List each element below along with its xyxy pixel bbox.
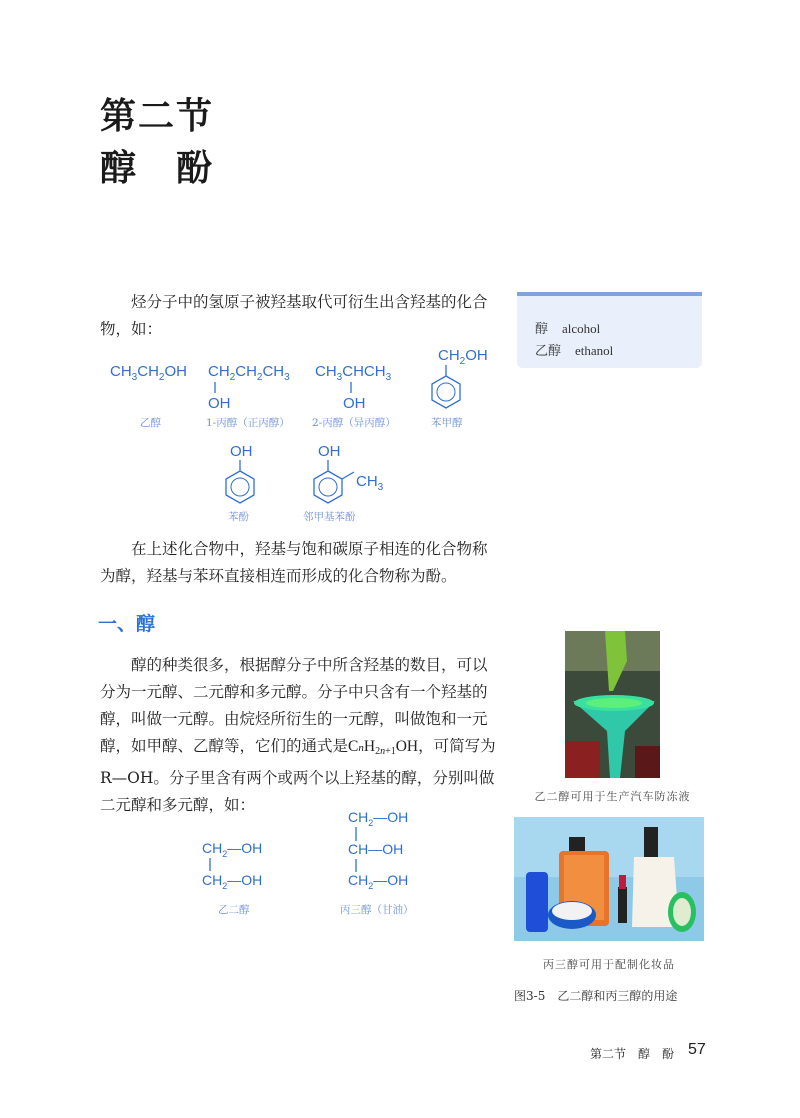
svg-text:CH2CH2CH3: $CH_2CH_2CH_3$ [208, 363, 290, 383]
glossary-row-alcohol [517, 296, 702, 340]
intro-line-1: 烃分子中的氢原子被羟基取代可衍生出含羟基的化合 [131, 293, 488, 311]
glossary-row-ethanol [517, 340, 702, 362]
caption-glycerol: 丙三醇（甘油） [340, 904, 414, 916]
alcohol-line: 醇，叫做一元醇。由烷烃所衍生的一元醇，叫做饱和一元 [100, 710, 488, 728]
1-propanol-structure [208, 363, 290, 412]
glossary-box [517, 292, 702, 368]
glossary-en: ethanol [575, 343, 614, 358]
page-number: 57 [688, 1041, 706, 1058]
caption-ethylene-glycol: 乙二醇 [218, 904, 250, 916]
alcohol-line: 分为一元醇、二元醇和多元醇。分子中只含有一个羟基的 [100, 683, 488, 701]
caption-o-cresol: 邻甲基苯酚 [303, 511, 356, 523]
svg-text:CH3CH2OH: $CH_3CH_2OH$ [110, 363, 187, 383]
caption-phenol: 苯酚 [228, 511, 249, 523]
alcohol-paragraph [100, 652, 500, 819]
cosmetics-caption: 丙三醇可用于配制化妆品 [543, 958, 675, 971]
compound-structures [100, 340, 500, 530]
o-cresol-structure [314, 443, 384, 503]
alcohol-line: 醇的种类很多，根据醇分子中所含羟基的数目，可以 [131, 656, 488, 674]
glycerol-structure [348, 809, 408, 891]
cosmetics-photo [514, 817, 704, 941]
svg-text:CH3: $CH_3$ [356, 473, 384, 493]
alcohol-line: R—OH。分子里含有两个或两个以上羟基的醇，分别叫做 [100, 769, 495, 787]
ethylene-glycol-structure [202, 840, 262, 891]
caption-1-propanol: 1-丙醇（正丙醇） [206, 417, 290, 429]
caption-benzyl-alcohol: 苯甲醇 [431, 417, 463, 429]
section-title: 醇 酚 [100, 148, 215, 189]
phenol-structure [226, 443, 254, 503]
benzyl-alcohol-structure [432, 347, 488, 408]
alcohol-line-end: ，可简写为 [418, 737, 496, 755]
2-propanol-structure [315, 363, 392, 412]
antifreeze-photo [565, 631, 660, 778]
glossary-en: alcohol [562, 321, 601, 336]
svg-text:CH2—OH: $CH_2—OH$ [202, 872, 263, 891]
definition-line-2: 为醇，羟基与苯环直接相连而形成的化合物称为酚。 [100, 567, 457, 585]
figure-caption: 图3-5 乙二醇和丙三醇的用途 [514, 989, 678, 1003]
section-number: 第二节 [100, 96, 215, 137]
general-formula: CnH2n+1OH [348, 738, 419, 757]
definition-line-1: 在上述化合物中，羟基与饱和碳原子相连的化合物称 [131, 540, 488, 558]
definition-paragraph [100, 536, 500, 590]
ethanol-structure [110, 363, 187, 383]
alcohol-line-start: 醇，如甲醇、乙醇等，它们的通式是 [100, 737, 349, 755]
svg-text:OH: OH [230, 443, 253, 460]
svg-text:OH: OH [343, 395, 366, 412]
svg-text:OH: OH [318, 443, 341, 460]
section-heading-alcohol: 一、醇 [98, 613, 156, 635]
alcohol-line-formula [100, 733, 500, 765]
intro-paragraph [100, 289, 500, 343]
svg-text:CH—OH: CH—OH [348, 841, 404, 857]
antifreeze-caption: 乙二醇可用于生产汽车防冻液 [534, 790, 691, 803]
svg-text:CH2—OH: $CH_2—OH$ [202, 840, 263, 859]
svg-text:CH2—OH: $CH_2—OH$ [348, 809, 409, 828]
intro-line-2: 物，如： [100, 320, 163, 338]
footer-section: 第二节 醇 酚 [590, 1047, 675, 1061]
glossary-zh: 乙醇 [535, 344, 562, 359]
caption-ethanol: 乙醇 [140, 417, 161, 429]
svg-text:OH: OH [208, 395, 231, 412]
svg-text:CH2—OH: $CH_2—OH$ [348, 872, 409, 891]
caption-2-propanol: 2-丙醇（异丙醇） [312, 417, 396, 429]
svg-text:CH2OH: $CH_2OH$ [438, 347, 488, 367]
glossary-zh: 醇 [535, 322, 549, 337]
alcohol-line: 二元醇和多元醇，如： [100, 796, 256, 814]
polyol-structures [190, 805, 450, 920]
svg-text:CH3CHCH3: $CH_3CHCH_3$ [315, 363, 392, 383]
